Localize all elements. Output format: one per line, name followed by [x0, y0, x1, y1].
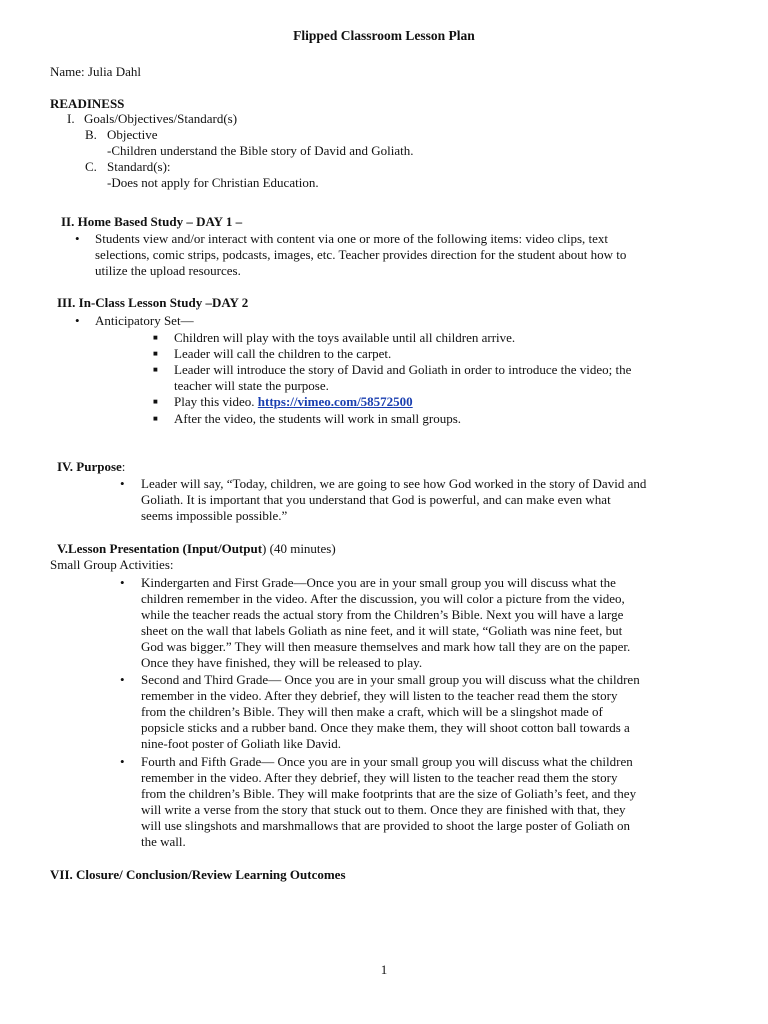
- closure-heading: VII. Closure/ Conclusion/Review Learning Outcomes: [50, 867, 346, 882]
- second-grade-line: remember in the video. After they debrief, they will listen to the teacher read them the story: [141, 688, 618, 703]
- home-study-line: utilize the upload resources.: [95, 263, 241, 278]
- bullet-icon: •: [75, 313, 80, 328]
- inclass-item: After the video, the students will work in small groups.: [174, 411, 462, 426]
- inclass-item: Children will play with the toys available until all children arrive.: [174, 330, 516, 345]
- purpose-line: Leader will say, “Today, children, we are going to see how God worked in the story of David and: [141, 476, 647, 491]
- inclass-item: Leader will introduce the story of David and Goliath in order to introduce the video; the: [174, 362, 632, 377]
- video-link[interactable]: https://vimeo.com/58572500: [257, 394, 413, 409]
- inclass-item: Leader will call the children to the carpet.: [174, 346, 392, 361]
- inclass-item-video: [174, 394, 413, 410]
- kinder-line: while the teacher reads the actual story from the Children’s Bible. Next you will have a large: [141, 607, 624, 622]
- goals-label: Goals/Objectives/Standard(s): [84, 111, 238, 126]
- presentation-heading-line: [57, 541, 336, 557]
- objective-label: Objective: [107, 127, 158, 142]
- kinder-line: children remember in the video. After the discussion, you will color a picture from the video,: [141, 591, 625, 606]
- purpose-line: seems impossible possible.”: [141, 508, 288, 523]
- anticipatory-set: Anticipatory Set—: [95, 313, 194, 328]
- small-group-label: Small Group Activities:: [50, 557, 174, 572]
- play-video-label: Play this video.: [174, 394, 258, 409]
- purpose-heading-line: [57, 459, 125, 475]
- second-grade-line: popsicle sticks and a rubber band. Once they make them, they will shoot cotton ball towards a: [141, 720, 630, 735]
- kinder-line: God was bigger.” They will then measure themselves and mark how tall they are on the paper.: [141, 639, 631, 654]
- kinder-line: Once they have finished, they will be released to play.: [141, 655, 423, 670]
- purpose-heading: IV. Purpose: [57, 459, 122, 474]
- fourth-grade-line: from the children’s Bible. They will make footprints that are the size of Goliath’s feet, and they: [141, 786, 637, 801]
- home-study-heading: II. Home Based Study – DAY 1 –: [61, 214, 243, 229]
- standards-number: C.: [85, 159, 97, 174]
- goals-number: I.: [67, 111, 75, 126]
- square-bullet-icon: ■: [153, 333, 158, 342]
- kinder-line: Kindergarten and First Grade—Once you are in your small group you will discuss what the: [141, 575, 616, 590]
- square-bullet-icon: ■: [153, 414, 158, 423]
- bullet-icon: •: [120, 476, 125, 491]
- fourth-grade-line: will use slingshots and marshmallows that are provided to shoot the large poster of Goliath on: [141, 818, 630, 833]
- purpose-line: Goliath. It is important that you understand that God is powerful, and can make even what: [141, 492, 611, 507]
- page-number: 1: [380, 962, 388, 977]
- bullet-icon: •: [120, 672, 125, 687]
- inclass-heading: III. In-Class Lesson Study –DAY 2: [57, 295, 249, 310]
- second-grade-line: from the children’s Bible. They will then make a craft, which will be a slingshot made of: [141, 704, 603, 719]
- square-bullet-icon: ■: [153, 397, 158, 406]
- fourth-grade-line: Fourth and Fifth Grade— Once you are in your small group you will discuss what the children: [141, 754, 633, 769]
- standards-label: Standard(s):: [107, 159, 171, 174]
- readiness-heading: READINESS: [50, 96, 125, 111]
- square-bullet-icon: ■: [153, 365, 158, 374]
- purpose-colon: :: [121, 459, 126, 474]
- document-title: Flipped Classroom Lesson Plan: [293, 28, 475, 43]
- fourth-grade-line: the wall.: [141, 834, 186, 849]
- fourth-grade-line: remember in the video. After they debrief, they will listen to the teacher read them the story: [141, 770, 618, 785]
- second-grade-line: nine-foot poster of Goliath like David.: [141, 736, 342, 751]
- inclass-item: teacher will state the purpose.: [174, 378, 329, 393]
- presentation-duration: ) (40 minutes): [262, 541, 336, 556]
- name-line: Name: Julia Dahl: [50, 64, 141, 79]
- kinder-line: sheet on the wall that labels Goliath as nine feet, and it will state, “Goliath was nine feet, but: [141, 623, 623, 638]
- second-grade-line: Second and Third Grade— Once you are in your small group you will discuss what the children: [141, 672, 640, 687]
- bullet-icon: •: [120, 575, 125, 590]
- home-study-line: Students view and/or interact with content via one or more of the following items: video clips, text: [95, 231, 609, 246]
- fourth-grade-line: will write a verse from the story that stuck out to them. Once they are finished with that, they: [141, 802, 626, 817]
- presentation-heading: V.Lesson Presentation (Input/Output: [57, 541, 263, 556]
- bullet-icon: •: [120, 754, 125, 769]
- bullet-icon: •: [75, 231, 80, 246]
- objective-number: B.: [85, 127, 97, 142]
- standards-text: -Does not apply for Christian Education.: [107, 175, 319, 190]
- square-bullet-icon: ■: [153, 349, 158, 358]
- home-study-line: selections, comic strips, podcasts, images, etc. Teacher provides direction for the student about how to: [95, 247, 627, 262]
- objective-text: -Children understand the Bible story of David and Goliath.: [107, 143, 414, 158]
